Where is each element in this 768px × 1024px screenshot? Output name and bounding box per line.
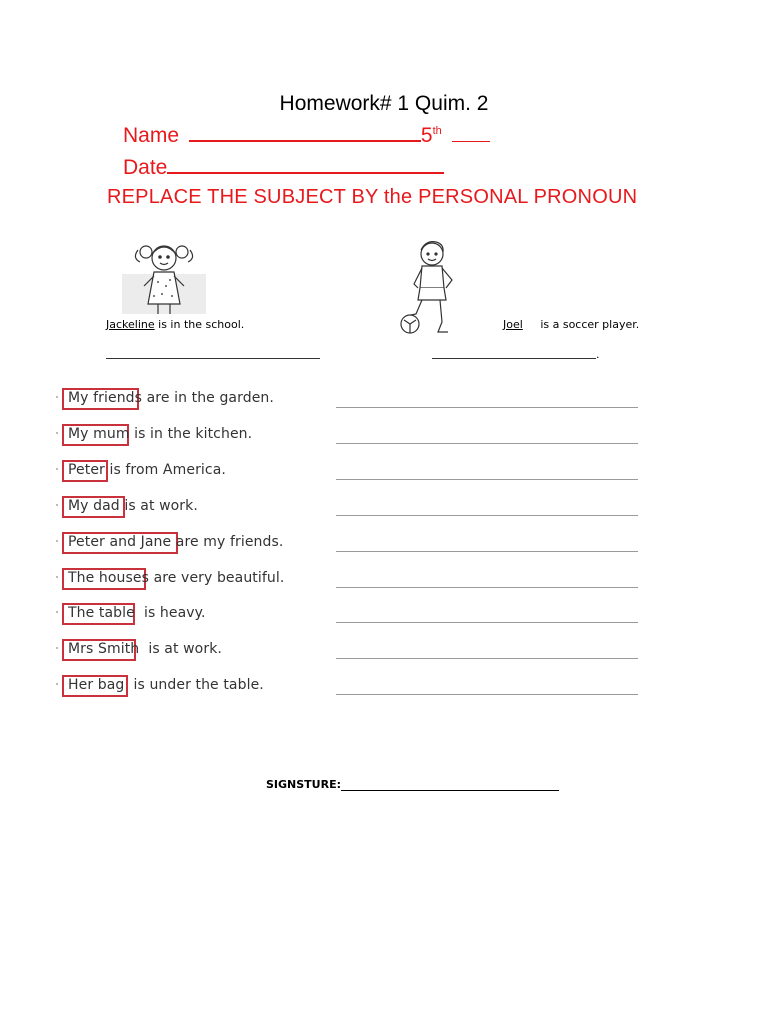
example-sentence-2	[503, 318, 639, 331]
grade-number: 5	[420, 124, 433, 147]
exercise-sentence	[68, 641, 222, 657]
bullet-dot	[56, 611, 58, 613]
grade-blank[interactable]	[452, 141, 490, 142]
bullet-dot	[56, 468, 58, 470]
exercise-sentence	[68, 605, 206, 621]
exercise-row	[62, 639, 642, 663]
exercise-sentence	[68, 498, 198, 514]
exercise-predicate: are in the garden.	[142, 390, 274, 406]
example-sentence-1	[106, 318, 244, 331]
name-label: Name	[123, 124, 180, 147]
exercise-subject: My dad	[68, 498, 120, 514]
answer-line[interactable]	[336, 443, 638, 444]
date-blank[interactable]	[167, 172, 444, 174]
exercise-predicate: is under the table.	[124, 677, 264, 693]
bullet-dot	[56, 647, 58, 649]
date-field[interactable]	[123, 156, 444, 180]
answer-line[interactable]	[336, 658, 638, 659]
exercise-subject: My mum	[68, 426, 130, 442]
exercise-predicate: is at work.	[139, 641, 222, 657]
exercise-subject: Peter and Jane	[68, 534, 172, 550]
exercise-subject: Peter	[68, 462, 105, 478]
answer-line[interactable]	[336, 587, 638, 588]
exercise-sentence	[68, 534, 283, 550]
exercise-sentence	[68, 426, 252, 442]
answer-line[interactable]	[336, 479, 638, 480]
exercise-row	[62, 568, 642, 592]
exercise-predicate: is at work.	[119, 498, 198, 514]
exercise-subject: My friends	[68, 390, 143, 406]
bullet-dot	[56, 432, 58, 434]
bullet-dot	[56, 540, 58, 542]
exercise-row	[62, 603, 642, 627]
answer-line[interactable]	[336, 551, 638, 552]
exercise-sentence	[68, 677, 264, 693]
name-blank[interactable]	[189, 140, 421, 142]
signature-label: SIGNSTURE:	[266, 778, 341, 791]
exercise-subject: Her bag	[68, 677, 125, 693]
grade-suffix: th	[432, 125, 442, 137]
exercise-row	[62, 675, 642, 699]
exercise-predicate: are my friends.	[171, 534, 284, 550]
example-rest: is a soccer player.	[540, 318, 640, 331]
exercise-subject: Mrs Smith	[68, 641, 140, 657]
answer-line[interactable]	[336, 407, 638, 408]
girl-drawing	[118, 238, 210, 316]
exercise-subject: The table	[68, 605, 135, 621]
answer-line[interactable]	[336, 515, 638, 516]
bullet-dot	[56, 504, 58, 506]
exercise-row	[62, 532, 642, 556]
bullet-dot	[56, 576, 58, 578]
exercise-row	[62, 496, 642, 520]
signature-field[interactable]	[266, 778, 559, 791]
example-line-end: .	[596, 348, 600, 361]
exercise-subject: The houses	[68, 570, 150, 586]
example-rest: is in the school.	[154, 318, 245, 331]
signature-line[interactable]	[341, 790, 559, 791]
page-title: Homework# 1 Quim. 2	[279, 92, 489, 115]
exercise-row	[62, 460, 642, 484]
exercise-row	[62, 424, 642, 448]
instruction-heading: REPLACE THE SUBJECT BY the PERSONAL PRONOUN	[107, 186, 638, 208]
example-answer-line[interactable]	[106, 358, 320, 359]
exercise-predicate: are very beautiful.	[149, 570, 285, 586]
answer-line[interactable]	[336, 622, 638, 623]
exercise-predicate: is heavy.	[134, 605, 206, 621]
example-subject: Joel	[503, 318, 523, 331]
example-answer-line[interactable]	[432, 358, 596, 359]
answer-line[interactable]	[336, 694, 638, 695]
exercise-sentence	[68, 390, 274, 406]
exercise-row	[62, 388, 642, 412]
example-subject: Jackeline	[106, 318, 155, 331]
exercise-predicate: is from America.	[104, 462, 226, 478]
date-label: Date	[123, 156, 168, 179]
exercise-predicate: is in the kitchen.	[129, 426, 253, 442]
exercise-sentence	[68, 462, 226, 478]
boy-soccer-drawing	[392, 238, 468, 336]
bullet-dot	[56, 683, 58, 685]
exercise-sentence	[68, 570, 284, 586]
bullet-dot	[56, 396, 58, 398]
name-field[interactable]	[123, 124, 490, 148]
